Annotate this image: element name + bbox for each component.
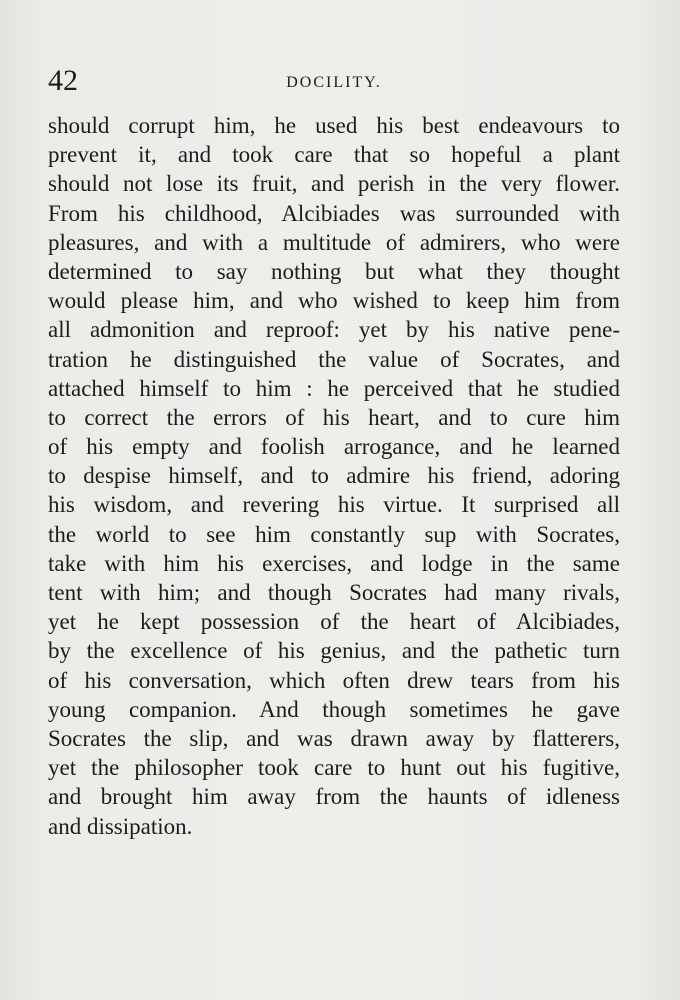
text-line: to despise himself, and to admire his friend, adoring [48,463,620,489]
text-line: would please him, and who wished to keep him from [48,288,620,314]
text-line: tent with him; and though Socrates had many rivals, [48,580,620,605]
text-line: yet the philosopher took care to hunt out his fugitive, [48,755,620,781]
running-head [48,66,620,96]
text-line: From his childhood, Alcibiades was surrounded with [48,200,620,226]
text-line: of his conversation, which often drew tears from his [48,667,620,693]
text-line: and dissipation. [48,813,193,839]
text-line: the world to see him constantly sup with Socrates, [48,521,620,547]
text-line: young companion. And though sometimes he gave [48,696,620,722]
body-text [48,111,620,841]
text-line: his wisdom, and revering his virtue. It surprised all [48,492,620,518]
text-line: Socrates the slip, and was drawn away by flatterers, [48,725,620,751]
text-line: to correct the errors of his heart, and to cure him [48,404,620,430]
bleed-through-shadow [250,826,630,854]
text-line: by the excellence of his genius, and the pathetic turn [48,638,620,664]
text-line: pleasures, and with a multitude of admirers, who were [48,229,620,255]
text-line: of his empty and foolish arrogance, and he learned [48,434,620,460]
text-line: attached himself to him : he perceived that he studied [48,375,620,401]
text-line: determined to say nothing but what they thought [48,258,620,284]
page-number: 42 [48,64,78,97]
text-line: should not lose its fruit, and perish in the very flower. [48,171,620,197]
text-line: tration he distinguished the value of Socrates, and [48,346,620,372]
running-title: DOCILITY. [286,74,382,91]
text-line: should corrupt him, he used his best endeavours to [48,113,620,138]
text-line: all admonition and reproof: yet by his native pene- [48,317,620,343]
text-line: and brought him away from the haunts of idleness [48,784,620,810]
text-line: prevent it, and took care that so hopeful a plant [48,142,620,168]
text-line: take with him his exercises, and lodge in the same [48,550,620,576]
text-line: yet he kept possession of the heart of Alcibiades, [48,609,620,635]
